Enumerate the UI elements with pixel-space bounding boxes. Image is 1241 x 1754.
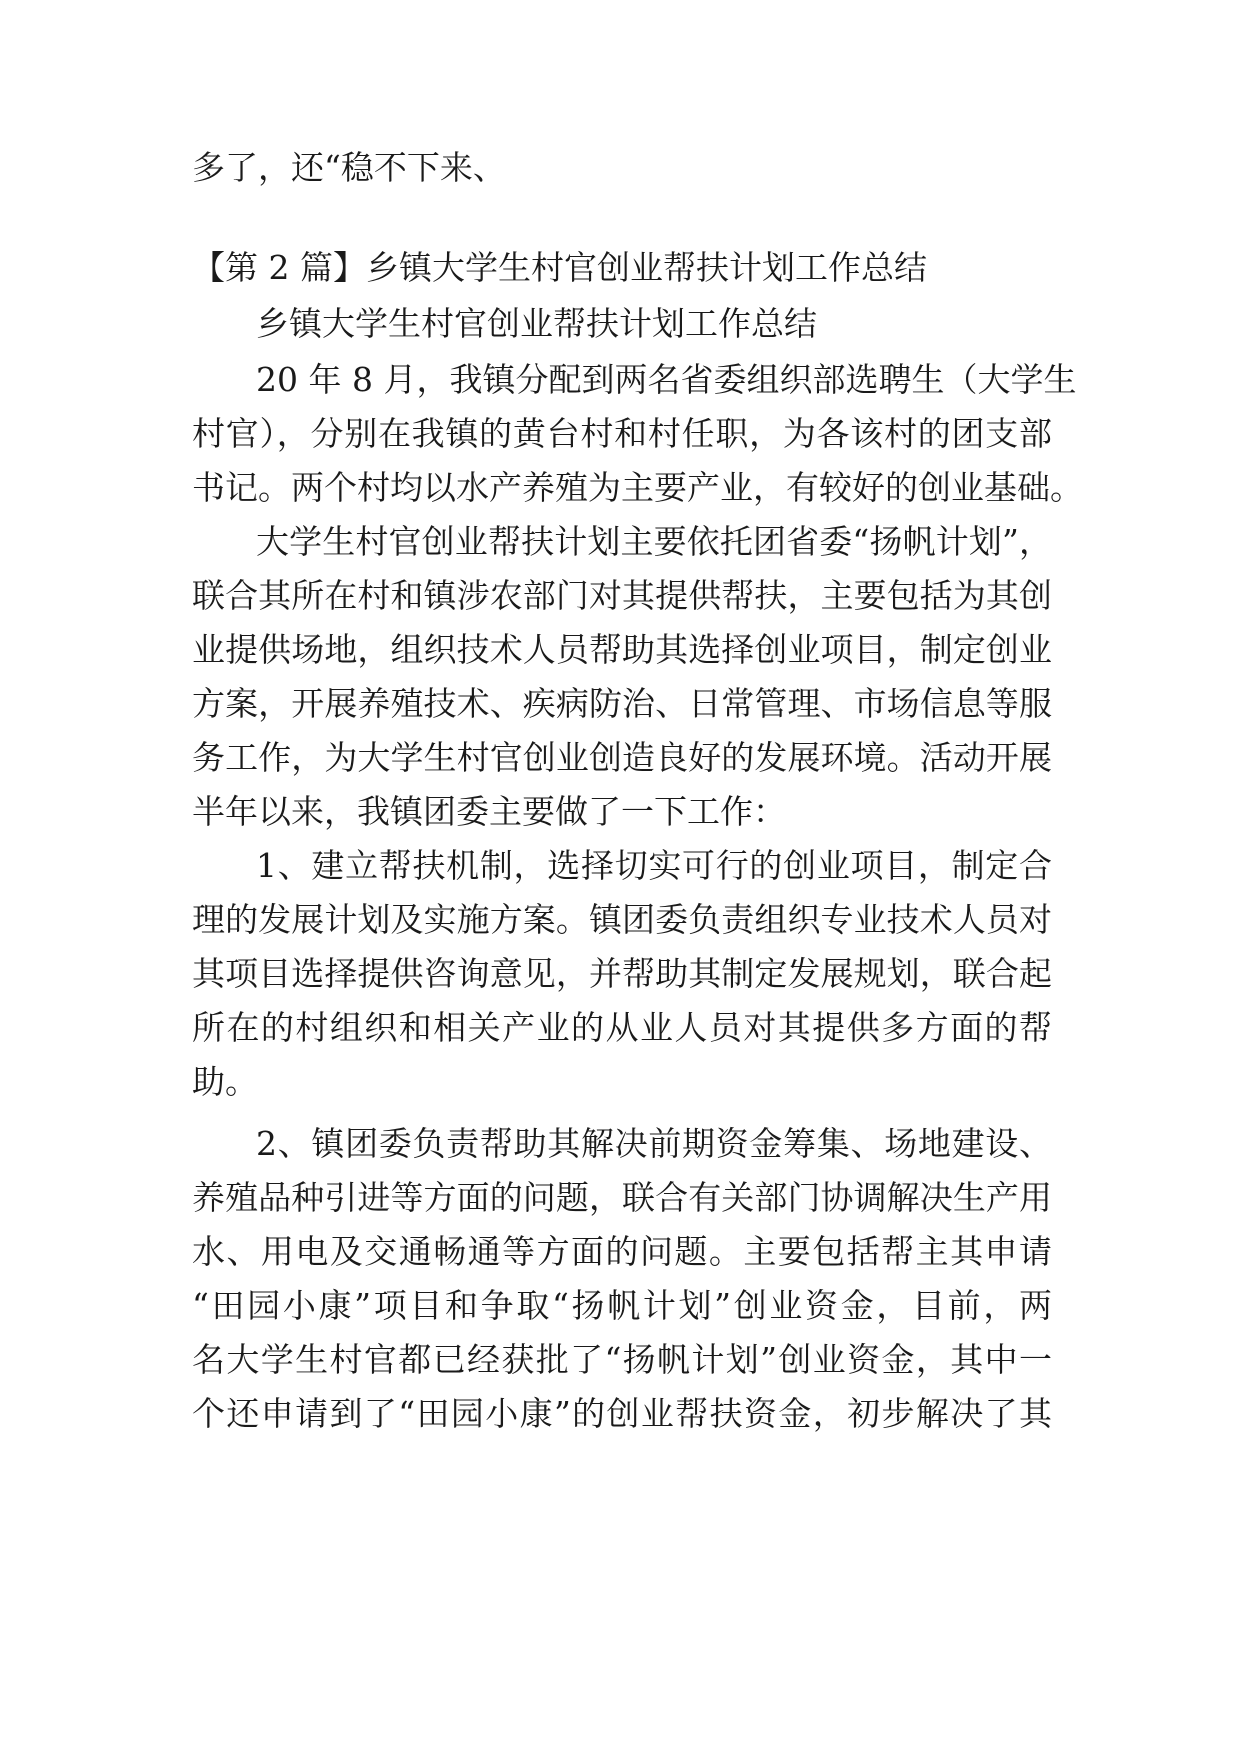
- paragraph-line: 所在的村组织和相关产业的从业人员对其提供多方面的帮: [192, 1008, 1052, 1047]
- paragraph-line: 水、用电及交通畅通等方面的问题。主要包括帮主其申请: [192, 1232, 1052, 1271]
- paragraph-line: 理的发展计划及实施方案。镇团委负责组织专业技术人员对: [192, 900, 1052, 939]
- paragraph-line: “田园小康”项目和争取“扬帆计划”创业资金，目前，两: [192, 1286, 1052, 1325]
- paragraph-line: 其项目选择提供咨询意见，并帮助其制定发展规划，联合起: [192, 954, 1052, 993]
- paragraph-line: 养殖品种引进等方面的问题，联合有关部门协调解决生产用: [192, 1178, 1052, 1217]
- paragraph-line: 半年以来，我镇团委主要做了一下工作：: [192, 792, 786, 831]
- carryover-text: 多了，还“稳不下来、: [192, 148, 506, 187]
- paragraph-line: 业提供场地，组织技术人员帮助其选择创业项目，制定创业: [192, 630, 1052, 669]
- paragraph-line: 联合其所在村和镇涉农部门对其提供帮扶，主要包括为其创: [192, 576, 1052, 615]
- paragraph-line: 1、建立帮扶机制，选择切实可行的创业项目，制定合: [256, 846, 1052, 885]
- paragraph-line: 方案，开展养殖技术、疾病防治、日常管理、市场信息等服: [192, 684, 1052, 723]
- paragraph-line: 务工作，为大学生村官创业创造良好的发展环境。活动开展: [192, 738, 1052, 777]
- paragraph-line: 助。: [192, 1062, 258, 1101]
- paragraph-line: 20 年 8 月，我镇分配到两名省委组织部选聘生（大学生: [256, 360, 1077, 399]
- paragraph-line: 2、镇团委负责帮助其解决前期资金筹集、场地建设、: [256, 1124, 1052, 1163]
- paragraph-line: 村官），分别在我镇的黄台村和村任职，为各该村的团支部: [192, 414, 1052, 453]
- paragraph-line: 书记。两个村均以水产养殖为主要产业，有较好的创业基础。: [192, 468, 1083, 507]
- paragraph-line: 名大学生村官都已经获批了“扬帆计划”创业资金，其中一: [192, 1340, 1052, 1379]
- paragraph-line: 大学生村官创业帮扶计划主要依托团省委“扬帆计划”，: [256, 522, 1052, 561]
- paragraph-line: 个还申请到了“田园小康”的创业帮扶资金，初步解决了其: [192, 1394, 1052, 1433]
- document-title: 乡镇大学生村官创业帮扶计划工作总结: [256, 304, 817, 343]
- section-heading: 【第 2 篇】乡镇大学生村官创业帮扶计划工作总结: [192, 248, 927, 287]
